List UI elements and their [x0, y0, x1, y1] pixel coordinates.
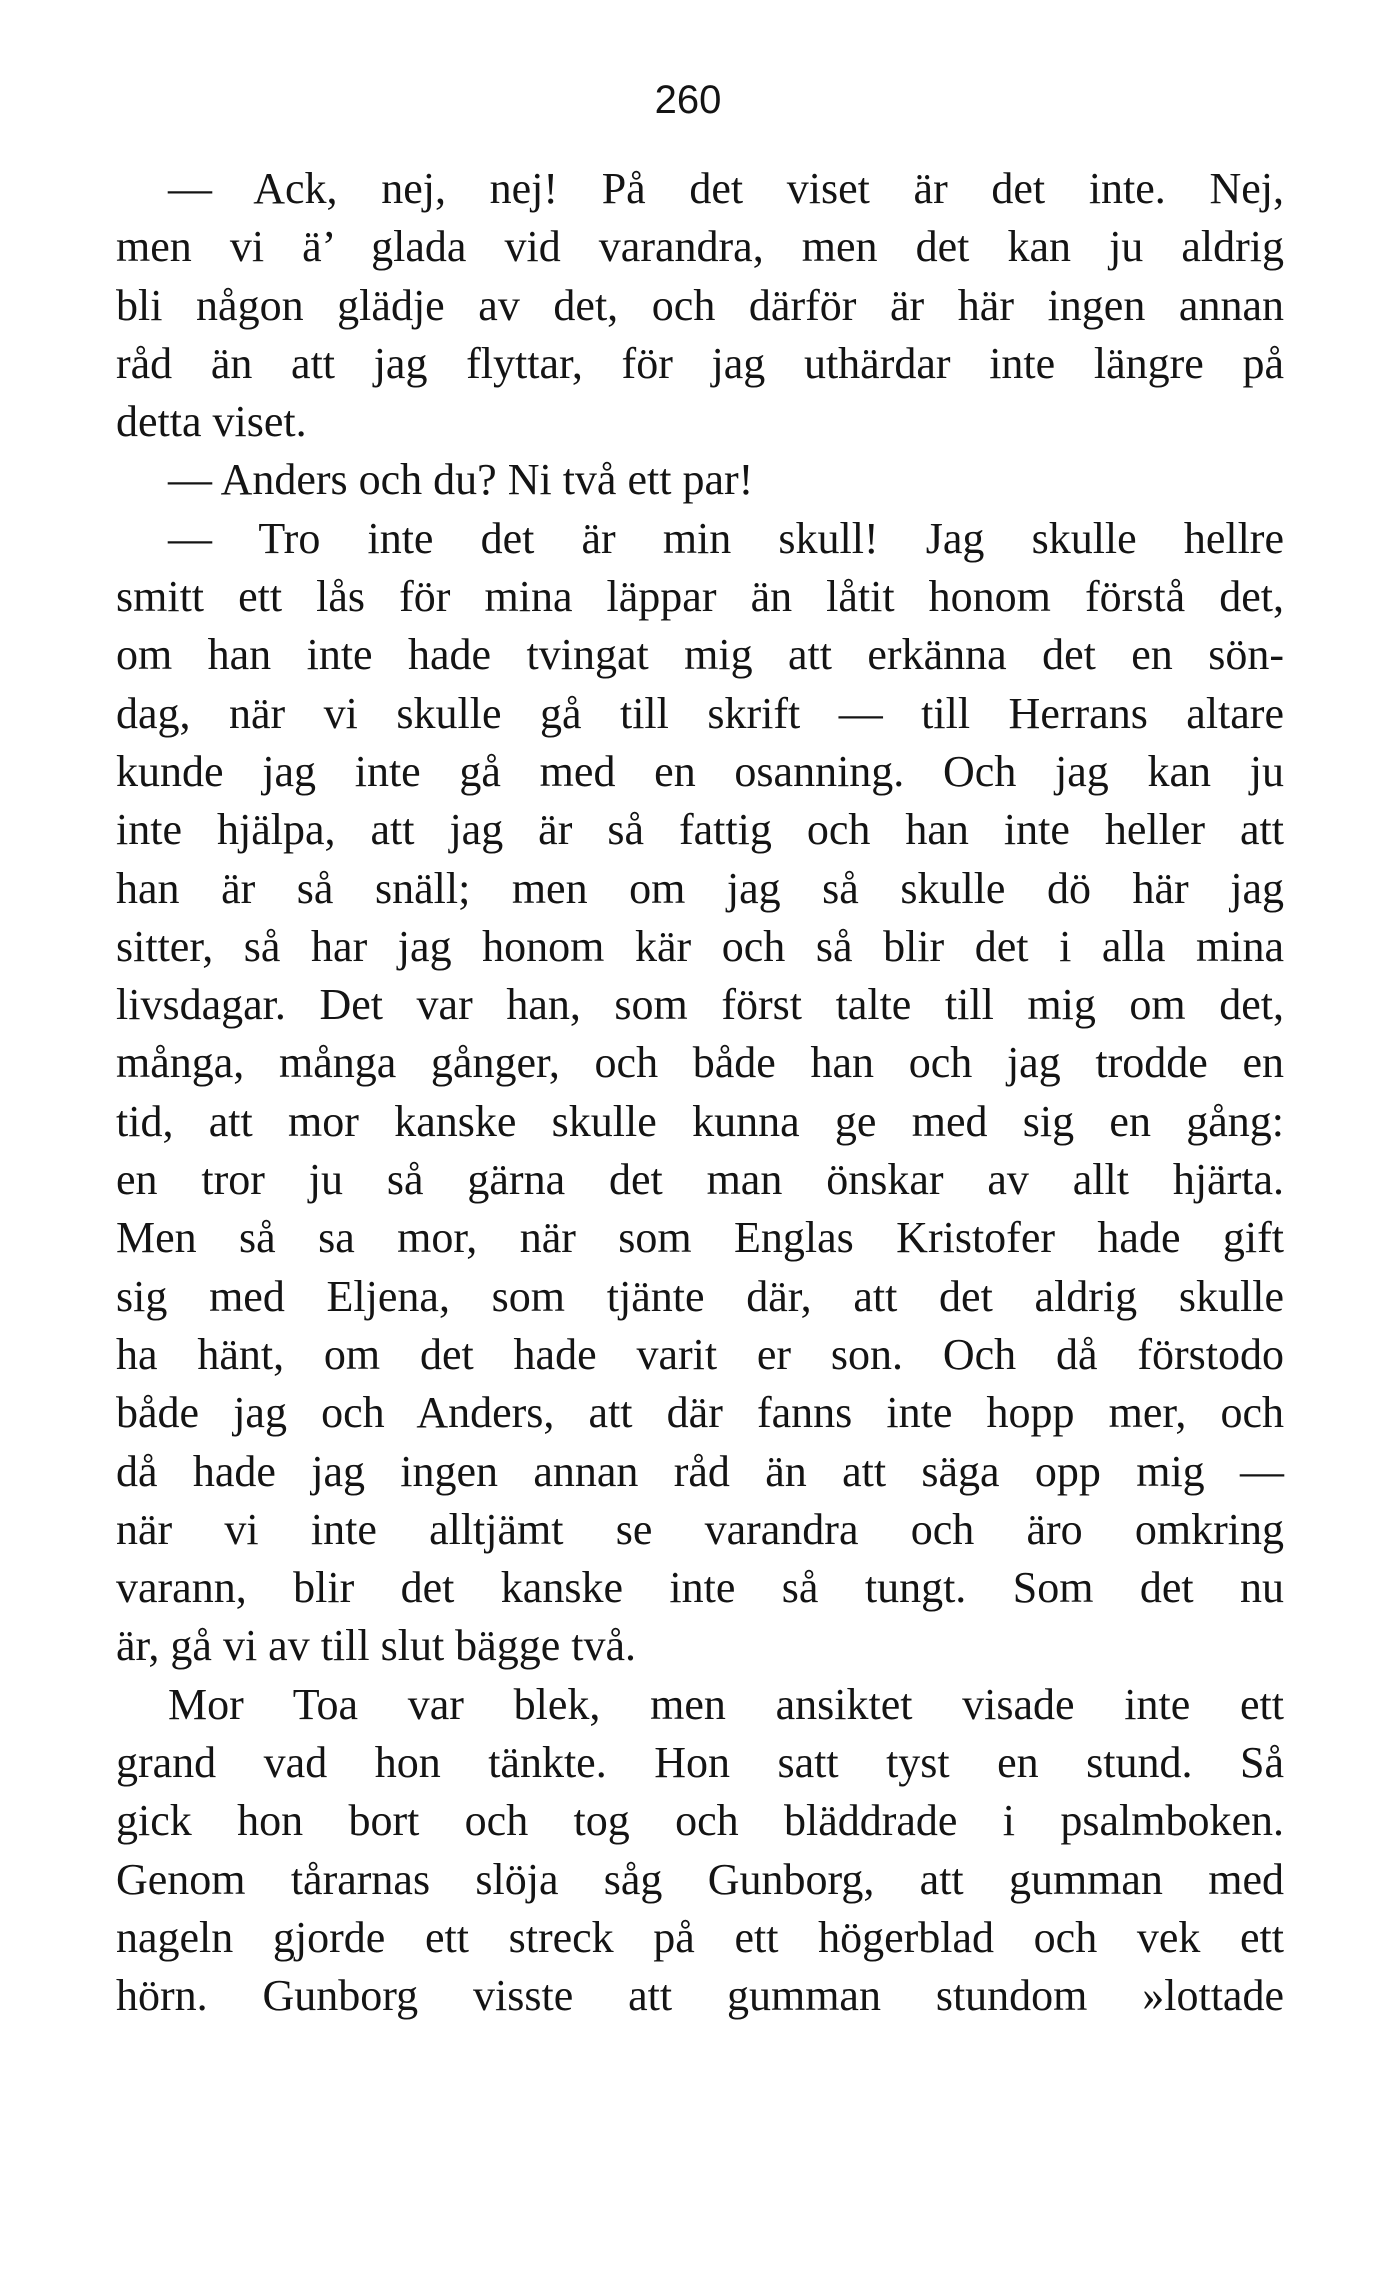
text-line: hörn. Gunborg visste att gumman stundom »lottade [116, 1971, 1284, 2021]
page-number: 260 [654, 78, 722, 122]
text-line: en tror ju så gärna det man önskar av allt hjärta. [116, 1155, 1284, 1205]
text-line: gick hon bort och tog och bläddrade i psalmboken. [116, 1796, 1284, 1846]
text-line: — Anders och du? Ni två ett par! [168, 455, 754, 505]
text-line: inte hjälpa, att jag är så fattig och han inte heller att [116, 805, 1284, 855]
text-line: dag, när vi skulle gå till skrift — till Herrans altare [116, 688, 1284, 738]
text-line: många, många gånger, och både han och jag trodde en [116, 1038, 1284, 1088]
text-line: — Tro inte det är min skull! Jag skulle hellre [168, 513, 1284, 563]
text-line: men vi ä’ glada vid varandra, men det kan ju aldrig [116, 222, 1284, 272]
text-line: nageln gjorde ett streck på ett högerblad och vek ett [116, 1912, 1284, 1962]
text-line: Men så sa mor, när som Englas Kristofer hade gift [116, 1213, 1284, 1263]
text-line: han är så snäll; men om jag så skulle dö här jag [116, 863, 1284, 913]
text-line: varann, blir det kanske inte så tungt. Som det nu [116, 1563, 1284, 1613]
text-line: grand vad hon tänkte. Hon satt tyst en stund. Så [116, 1738, 1284, 1788]
text-line: tid, att mor kanske skulle kunna ge med sig en gång: [116, 1096, 1284, 1146]
text-line: när vi inte alltjämt se varandra och äro omkring [116, 1504, 1284, 1554]
page-text-body [116, 160, 1284, 2026]
text-line: råd än att jag flyttar, för jag uthärdar inte längre på [116, 338, 1284, 388]
text-line: är, gå vi av till slut bägge två. [116, 1621, 636, 1671]
text-line: livsdagar. Det var han, som först talte till mig om det, [116, 980, 1284, 1030]
text-line: — Ack, nej, nej! På det viset är det inte. Nej, [168, 164, 1284, 213]
text-line: sig med Eljena, som tjänte där, att det aldrig skulle [116, 1271, 1284, 1321]
text-line: om han inte hade tvingat mig att erkänna det en sön- [116, 630, 1284, 680]
text-line: sitter, så har jag honom kär och så blir det i alla mina [116, 921, 1284, 971]
text-line: Mor Toa var blek, men ansiktet visade inte ett [168, 1679, 1284, 1729]
text-line: bli någon glädje av det, och därför är här ingen annan [116, 280, 1284, 330]
text-line: detta viset. [116, 397, 307, 447]
text-line: ha hänt, om det hade varit er son. Och då förstodo [116, 1329, 1284, 1379]
text-line: både jag och Anders, att där fanns inte hopp mer, och [116, 1388, 1284, 1438]
text-line: då hade jag ingen annan råd än att säga opp mig — [116, 1446, 1284, 1496]
text-line: Genom tårarnas slöja såg Gunborg, att gumman med [116, 1854, 1284, 1904]
text-line: smitt ett lås för mina läppar än låtit honom förstå det, [116, 572, 1284, 622]
text-line: kunde jag inte gå med en osanning. Och jag kan ju [116, 746, 1284, 796]
